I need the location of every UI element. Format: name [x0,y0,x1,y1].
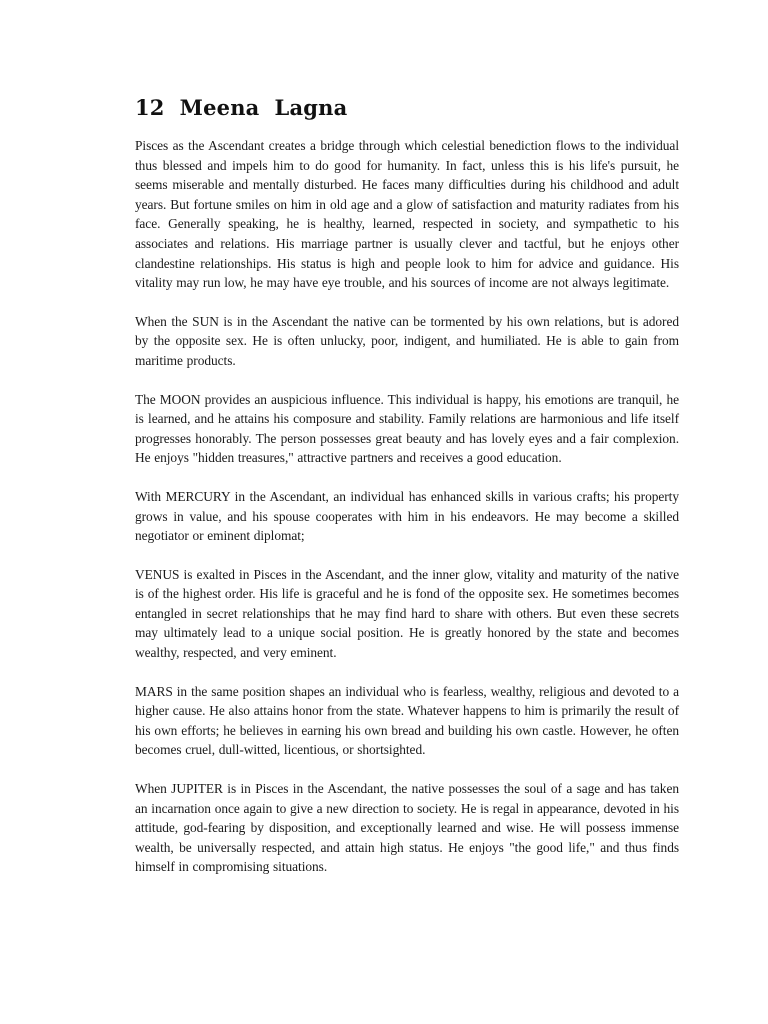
document-content [135,94,679,896]
paragraph-mercury: With MERCURY in the Ascendant, an individual has enhanced skills in various crafts; his property grows in value, and his spouse cooperates with him in his endeavors. He may become a skilled negotiator or eminent diplomat; [135,488,679,544]
paragraph-pisces-ascendant: Pisces as the Ascendant creates a bridge through which celestial benediction flows to the individual thus blessed and impels him to do good for humanity. In fact, unless this is his life's pursuit, he seems miserable and mentally disturbed. He faces many difficulties during his childhood and adult years. But fortune smiles on him in old age and a glow of satisfaction and maturity radiates from his face. Generally speaking, he is healthy, learned, respected in society, and sympathetic to his associates and relations. His marriage partner is usually clever and tactful, but he enjoys other clandestine relationships. His status is high and people look to him for advice and guidance. His vitality may run low, he may have eye trouble, and his sources of income are not always legitimate. [135,138,679,291]
paragraph-moon: The MOON provides an auspicious influence. This individual is happy, his emotions are tranquil, he is learned, and he attains his composure and stability. Family relations are harmonious and life itself progresses honorably. The person possesses great beauty and has lovely eyes and a fair complexion. He enjoys "hidden treasures," attractive partners and receives a good education. [135,391,679,466]
paragraph-sun: When the SUN is in the Ascendant the native can be tormented by his own relations, but is adored by the opposite sex. He is often unlucky, poor, indigent, and humiliated. He is able to gain from maritime products. [135,313,679,368]
paragraph-jupiter: When JUPITER is in Pisces in the Ascendant, the native possesses the soul of a sage and has taken an incarnation once again to give a new direction to society. He is regal in appearance, devoted in his attitude, god-fearing by disposition, and exceptionally learned and wise. He will possess immense wealth, be universally respected, and attain high status. He enjoys "the good life," and thus finds himself in compromising situations. [135,781,679,875]
paragraph-venus: VENUS is exalted in Pisces in the Ascendant, and the inner glow, vitality and maturity of the native is of the highest order. His life is graceful and he is fond of the opposite sex. He sometimes becomes entangled in secret relationships that he may find hard to share with others. But even these secrets may ultimately lead to a unique social position. He is greatly honored by the state and becomes wealthy, respected, and very eminent. [135,566,679,661]
chapter-title: 12 Meena Lagna [135,95,348,120]
paragraph-mars: MARS in the same position shapes an individual who is fearless, wealthy, religious and devoted to a higher cause. He also attains honor from the state. Whatever happens to him is primarily the result of his own efforts; he believes in earning his own bread and building his own castle. However, he often becomes cruel, dull-witted, licentious, or shortsighted. [135,683,679,758]
